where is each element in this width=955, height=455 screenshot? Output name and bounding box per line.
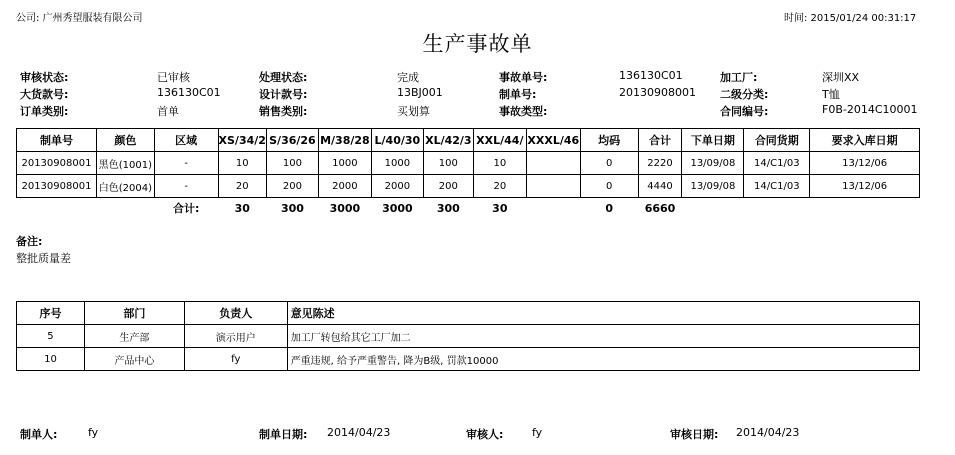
accident-type-label: 事故类型: (499, 105, 548, 118)
audit-date-label: 审核日期: (670, 428, 719, 441)
audit-status-label: 审核状态: (20, 71, 69, 84)
table-row (17, 325, 920, 348)
total-cell: 300 (280, 201, 304, 215)
table-cell: 10 (218, 152, 266, 175)
make-date-label: 制单日期: (259, 428, 308, 441)
remark-value: 整批质量差 (16, 252, 71, 265)
table-cell: 5 (17, 325, 85, 348)
table-cell: 4440 (638, 175, 682, 198)
table-cell: 100 (423, 152, 473, 175)
total-cell: 0 (605, 201, 613, 215)
col-header: XXL/44/ (473, 129, 526, 152)
total-cell: 3000 (329, 201, 361, 215)
table-row (17, 152, 920, 175)
col-header: 颜色 (96, 129, 154, 152)
table-cell: 20130908001 (17, 152, 97, 175)
table-cell: 加工厂转包给其它工厂加二 (287, 325, 919, 348)
opinion-header-row (17, 302, 920, 325)
table-row (17, 348, 920, 371)
process-status-value: 完成 (397, 71, 419, 84)
contract-no-value: F0B-2014C10001 (822, 103, 918, 116)
company-name: 公司: 广州秀望服装有限公司 (16, 13, 143, 24)
order-type-value: 首单 (157, 105, 179, 118)
factory-value: 深圳XX (822, 71, 860, 84)
empty-cell (810, 198, 920, 219)
table-cell: 20 (473, 175, 526, 198)
total-cell: 30 (234, 201, 250, 215)
sales-type-value: 买划算 (397, 105, 430, 118)
table-cell: 2000 (371, 175, 423, 198)
table-cell: - (154, 152, 218, 175)
detail-table (16, 128, 920, 218)
table-cell: 200 (266, 175, 318, 198)
table-cell (526, 175, 580, 198)
table-cell: 0 (580, 152, 638, 175)
col-header: XS/34/2 (218, 129, 266, 152)
table-cell: 白色(2004) (96, 175, 154, 198)
col-header: 负责人 (184, 302, 287, 325)
table-cell (526, 152, 580, 175)
empty-cell (744, 198, 810, 219)
empty-cell (96, 198, 154, 219)
design-style-value: 13BJ001 (397, 86, 443, 99)
table-cell: 200 (423, 175, 473, 198)
table-cell: 20130908001 (17, 175, 97, 198)
order-type-label: 订单类别: (20, 105, 69, 118)
order-no-label: 制单号: (499, 88, 537, 101)
audit-status-value: 已审核 (157, 71, 190, 84)
contract-no-label: 合同编号: (720, 105, 769, 118)
table-cell: 13/12/06 (810, 175, 920, 198)
accident-no-value: 136130C01 (619, 69, 683, 82)
col-header: 序号 (17, 302, 85, 325)
col-header: 下单日期 (682, 129, 744, 152)
table-cell: 20 (218, 175, 266, 198)
col-header: L/40/30 (371, 129, 423, 152)
total-cell (526, 198, 580, 219)
empty-cell (17, 198, 97, 219)
table-cell: fy (184, 348, 287, 371)
table-cell: 严重违规, 给予严重警告, 降为B级, 罚款10000 (287, 348, 919, 371)
page-title: 生产事故单 (422, 32, 533, 56)
table-cell: 1000 (371, 152, 423, 175)
col-header: M/38/28 (318, 129, 371, 152)
audit-date-value: 2014/04/23 (736, 426, 800, 439)
table-cell: 13/09/08 (682, 152, 744, 175)
total-cell: 300 (436, 201, 460, 215)
table-cell: 14/C1/03 (744, 175, 810, 198)
table-cell: 14/C1/03 (744, 152, 810, 175)
total-cell: 6660 (644, 201, 676, 215)
col-header: 意见陈述 (287, 302, 919, 325)
table-cell: 13/09/08 (682, 175, 744, 198)
table-cell: 10 (17, 348, 85, 371)
maker-label: 制单人: (20, 428, 58, 441)
design-style-label: 设计款号: (259, 88, 308, 101)
table-cell: 0 (580, 175, 638, 198)
table-cell: 黑色(1001) (96, 152, 154, 175)
col-header: S/36/26 (266, 129, 318, 152)
opinion-table (16, 301, 920, 371)
col-header: 合同货期 (744, 129, 810, 152)
col-header: 要求入库日期 (810, 129, 920, 152)
maker-value: fy (88, 426, 99, 439)
table-cell: - (154, 175, 218, 198)
table-cell: 100 (266, 152, 318, 175)
accident-no-label: 事故单号: (499, 71, 548, 84)
sub-category-label: 二级分类: (720, 88, 769, 101)
total-cell: 30 (492, 201, 508, 215)
order-no-value: 20130908001 (619, 86, 696, 99)
table-cell: 1000 (318, 152, 371, 175)
table-cell: 演示用户 (184, 325, 287, 348)
sub-category-value: T恤 (822, 88, 840, 101)
sales-type-label: 销售类别: (259, 105, 308, 118)
col-header: 制单号 (17, 129, 97, 152)
total-label: 合计: (172, 202, 200, 215)
col-header: 部门 (84, 302, 184, 325)
table-cell: 10 (473, 152, 526, 175)
table-cell: 产品中心 (84, 348, 184, 371)
col-header: 均码 (580, 129, 638, 152)
table-cell: 2000 (318, 175, 371, 198)
col-header: 合计 (638, 129, 682, 152)
total-cell: 3000 (382, 201, 413, 215)
table-cell: 13/12/06 (810, 152, 920, 175)
process-status-label: 处理状态: (259, 71, 308, 84)
empty-cell (682, 198, 744, 219)
make-date-value: 2014/04/23 (327, 426, 391, 439)
bulk-style-label: 大货款号: (20, 88, 69, 101)
table-cell: 生产部 (84, 325, 184, 348)
col-header: 区域 (154, 129, 218, 152)
table-row (17, 175, 920, 198)
remark-label: 备注: (16, 235, 43, 248)
auditor-label: 审核人: (466, 428, 504, 441)
table-cell: 2220 (638, 152, 682, 175)
col-header: XXXL/46 (526, 129, 580, 152)
detail-header-row (17, 129, 920, 152)
print-time: 时间: 2015/01/24 00:31:17 (784, 13, 917, 24)
auditor-value: fy (532, 426, 543, 439)
total-row (17, 198, 920, 219)
col-header: XL/42/3 (423, 129, 473, 152)
factory-label: 加工厂: (720, 71, 758, 84)
bulk-style-value: 136130C01 (157, 86, 221, 99)
